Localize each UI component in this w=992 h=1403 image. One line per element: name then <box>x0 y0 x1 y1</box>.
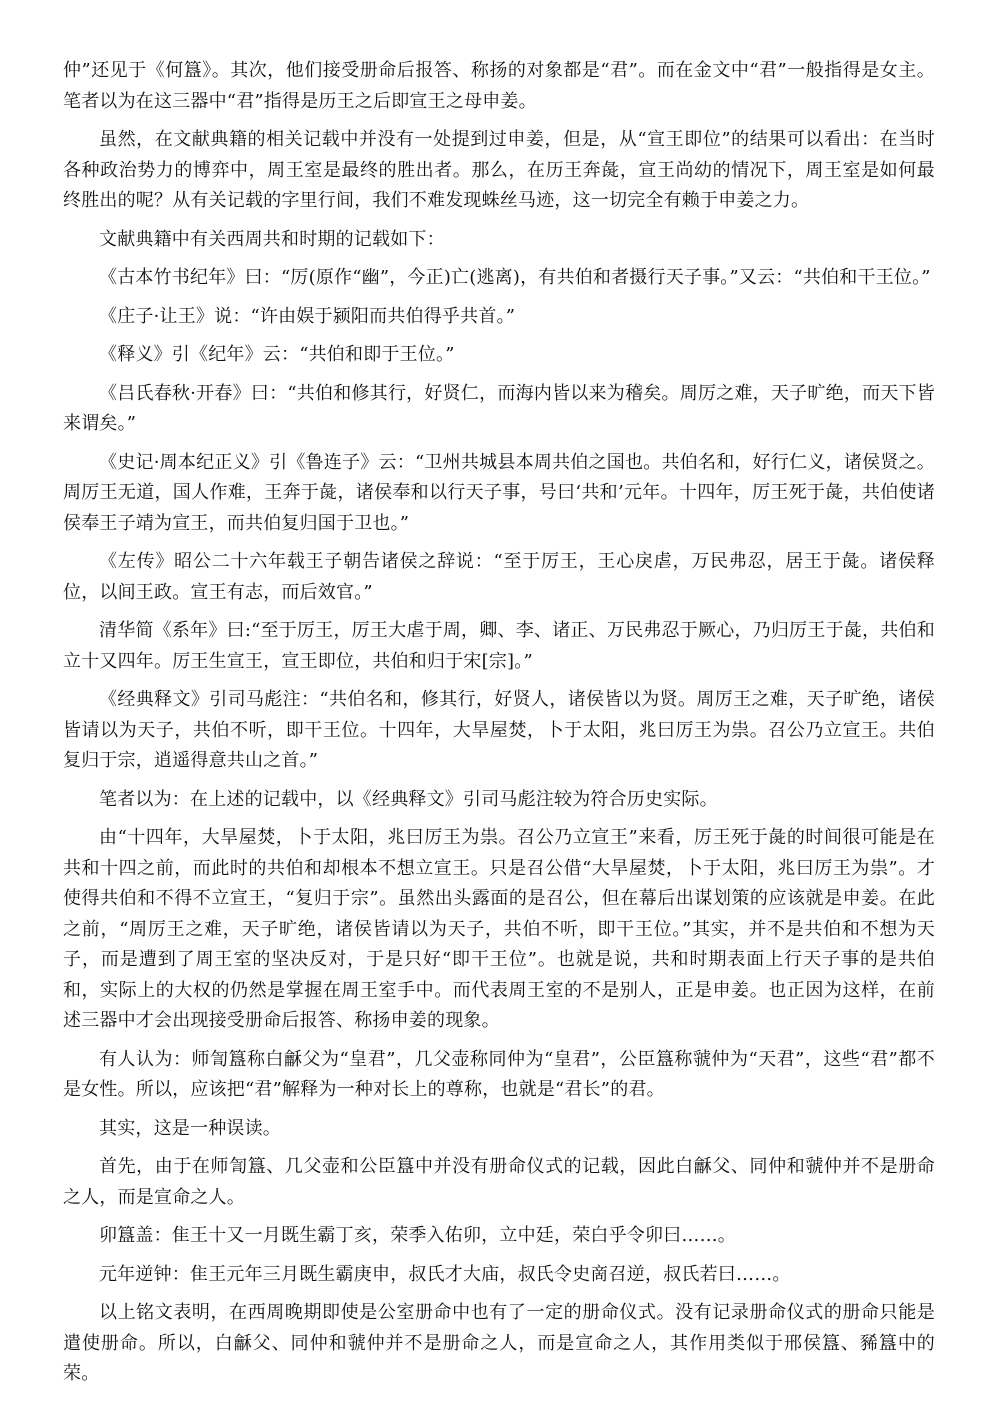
quote-paragraph: 《经典释文》引司马彪注：“共伯名和，修其行，好贤人，诸侯皆以为贤。周厉王之难，天子旷绝，诸侯皆请以为天子，共伯不听，即干王位。十四年，大旱屋焚，卜于太阳，兆曰厉王为祟。召公乃立宣王。共伯复归于宗，逍遥得意共山之首。” <box>63 689 935 771</box>
quote-paragraph: 《吕氏春秋·开春》曰：“共伯和修其行，好贤仁，而海内皆以来为稽矣。周厉之难，天子旷绝，而天下皆来谓矣。” <box>63 382 935 434</box>
paragraph: 以上铭文表明，在西周晚期即使是公室册命中也有了一定的册命仪式。没有记录册命仪式的册命只能是遣使册命。所以，白龢父、同仲和虢仲并不是册命之人，而是宣命之人，其作用类似于邢侯簋、豨簋中的荣。 <box>63 1302 935 1384</box>
inscription-paragraph: 卯簋盖：隹王十又一月既生霸丁亥，荣季入佑卯，立中廷，荣白乎令卯曰……。 <box>99 1225 736 1246</box>
quote-paragraph: 清华简《系年》曰:“至于厉王，厉王大虐于周，卿、李、诸正、万民弗忍于厥心，乃归厉王于彘，共伯和立十又四年。厉王生宣王，宣王即位，共伯和归于宋[宗]。” <box>63 620 935 672</box>
quote-paragraph: 《古本竹书纪年》曰：“厉(原作“幽”，今正)亡(逃离)，有共伯和者摄行天子事。”又云：“共伯和干王位。” <box>99 267 931 288</box>
paragraph: 文献典籍中有关西周共和时期的记载如下： <box>99 228 445 250</box>
document-page <box>63 56 935 1398</box>
quote-paragraph: 《左传》昭公二十六年载王子朝告诸侯之辞说：“至于厉王，王心戾虐，万民弗忍，居王于彘。诸侯释位，以间王政。宣王有志，而后效官。” <box>63 551 935 603</box>
paragraph: 首先，由于在师訇簋、几父壶和公臣簋中并没有册命仪式的记载，因此白龢父、同仲和虢仲并不是册命之人，而是宣命之人。 <box>63 1156 935 1208</box>
paragraph: 虽然，在文献典籍的相关记载中并没有一处提到过申姜，但是，从“宣王即位”的结果可以看出：在当时各种政治势力的博弈中，周王室是最终的胜出者。那么，在历王奔彘，宣王尚幼的情况下，周王室是如何最终胜出的呢？从有关记载的字里行间，我们不难发现蛛丝马迹，这一切完全有赖于申姜之力。 <box>63 129 935 211</box>
paragraph: 有人认为：师訇簋称白龢父为“皇君”，几父壶称同仲为“皇君”，公臣簋称虢仲为“天君”，这些“君”都不是女性。所以，应该把“君”解释为一种对长上的尊称，也就是“君长”的君。 <box>63 1048 935 1100</box>
paragraph-continuation: 仲”还见于《何簋》。其次，他们接受册命后报答、称扬的对象都是“君”。而在金文中“君”一般指得是女主。笔者以为在这三器中“君”指得是历王之后即宣王之母申姜。 <box>63 60 935 112</box>
paragraph: 其实，这是一种误读。 <box>99 1117 281 1139</box>
paragraph: 笔者以为：在上述的记载中，以《经典释文》引司马彪注较为符合历史实际。 <box>99 788 718 810</box>
quote-paragraph: 《释义》引《纪年》云：“共伯和即于王位。” <box>99 344 455 365</box>
quote-paragraph: 《庄子·让王》说：“许由娱于颍阳而共伯得乎共首。” <box>99 305 516 327</box>
inscription-paragraph: 元年逆钟：隹王元年三月既生霸庚申，叔氏才大庙，叔氏令史啇召逆，叔氏若曰……。 <box>99 1263 791 1285</box>
paragraph: 由“十四年，大旱屋焚，卜于太阳，兆曰厉王为祟。召公乃立宣王”来看，厉王死于彘的时间很可能是在共和十四之前，而此时的共伯和却根本不想立宣王。只是召公借“大旱屋焚，卜于太阳，兆曰厉王为祟”。才使得共伯和不得不立宣王，“复归于宗”。虽然出头露面的是召公，但在幕后出谋划策的应该就是申姜。在此之前，“周厉王之难，天子旷绝，诸侯皆请以为天子，共伯不听，即干王位。”其实，并不是共伯和不想为天子，而是遭到了周王室的坚决反对，于是只好“即干王位”。也就是说，共和时期表面上行天子事的是共伯和，实际上的大权的仍然是掌握在周王室手中。而代表周王室的不是别人，正是申姜。也正因为这样，在前述三器中才会出现接受册命后报答、称扬申姜的现象。 <box>63 827 935 1031</box>
quote-paragraph: 《史记·周本纪正义》引《鲁连子》云：“卫州共城县本周共伯之国也。共伯名和，好行仁义，诸侯贤之。周厉王无道，国人作难，王奔于彘，诸侯奉和以行天子事，号曰‘共和’元年。十四年，厉王死于彘，共伯使诸侯奉王子靖为宣王，而共伯复归国于卫也。” <box>63 451 935 534</box>
